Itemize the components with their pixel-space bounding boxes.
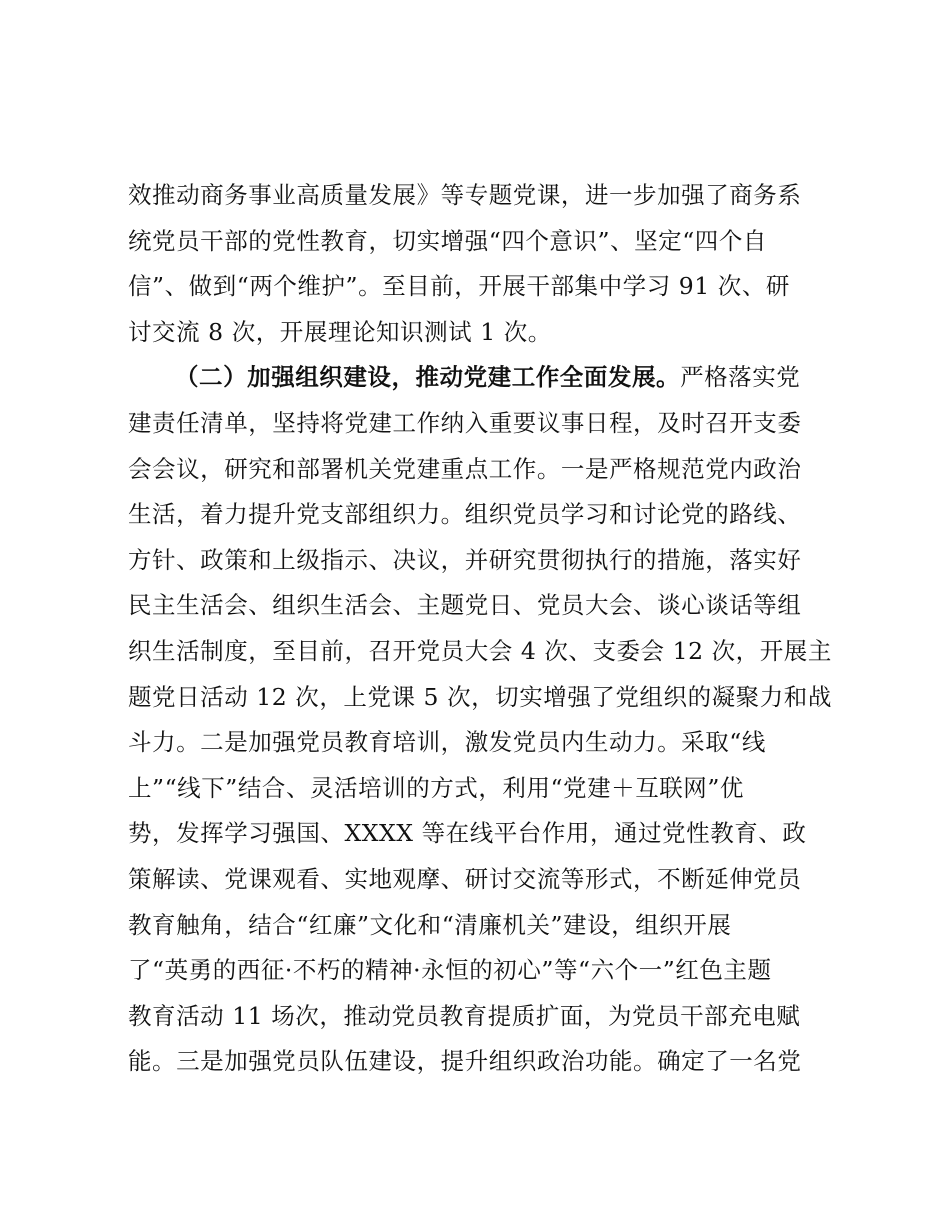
text-line: 势，发挥学习强国、XXXX 等在线平台作用，通过党性教育、政	[128, 819, 807, 848]
section-heading-rest: 严格落实党	[680, 363, 801, 392]
section-heading: （二）加强组织建设，推动党建工作全面发展。	[175, 363, 681, 392]
body-text	[128, 173, 848, 1085]
text-line: 生活，着力提升党支部组织力。组织党员学习和讨论党的路线、	[128, 500, 802, 529]
text-line: 教育活动 11 场次，推动党员教育提质扩面，为党员干部充电赋	[128, 1001, 801, 1030]
text-line: 了“英勇的西征·不朽的精神·永恒的初心”等“六个一”红色主题	[128, 956, 772, 985]
text-line: 题党日活动 12 次，上党课 5 次，切实增强了党组织的凝聚力和战	[128, 682, 832, 711]
text-line: 方针、政策和上级指示、决议，并研究贯彻执行的措施，落实好	[128, 545, 802, 574]
text-line: 讨交流 8 次，开展理论知识测试 1 次。	[128, 317, 552, 346]
text-line: 会会议，研究和部署机关党建重点工作。一是严格规范党内政治	[128, 454, 802, 483]
text-line: 信”、做到“两个维护”。至目前，开展干部集中学习 91 次、研	[128, 272, 790, 301]
text-line: 能。三是加强党员队伍建设，提升组织政治功能。确定了一名党	[128, 1047, 802, 1076]
text-line: 教育触角，结合“红廉”文化和“清廉机关”建设，组织开展	[128, 910, 732, 939]
text-line: 上”“线下”结合、灵活培训的方式，利用“党建＋互联网”优	[128, 773, 744, 802]
text-line: 斗力。二是加强党员教育培训，激发党员内生动力。采取“线	[128, 728, 766, 757]
text-line: 统党员干部的党性教育，切实增强“四个意识”、坚定“四个自	[128, 226, 767, 255]
text-line: 民主生活会、组织生活会、主题党日、党员大会、谈心谈话等组	[128, 591, 802, 620]
text-line: 策解读、党课观看、实地观摩、研讨交流等形式，不断延伸党员	[128, 864, 802, 893]
section-heading-line	[128, 355, 848, 401]
text-line: 效推动商务事业高质量发展》等专题党课，进一步加强了商务系	[128, 181, 802, 209]
text-line: 织生活制度，至目前，召开党员大会 4 次、支委会 12 次，开展主	[128, 636, 832, 665]
text-line: 建责任清单，坚持将党建工作纳入重要议事日程，及时召开支委	[128, 408, 802, 437]
